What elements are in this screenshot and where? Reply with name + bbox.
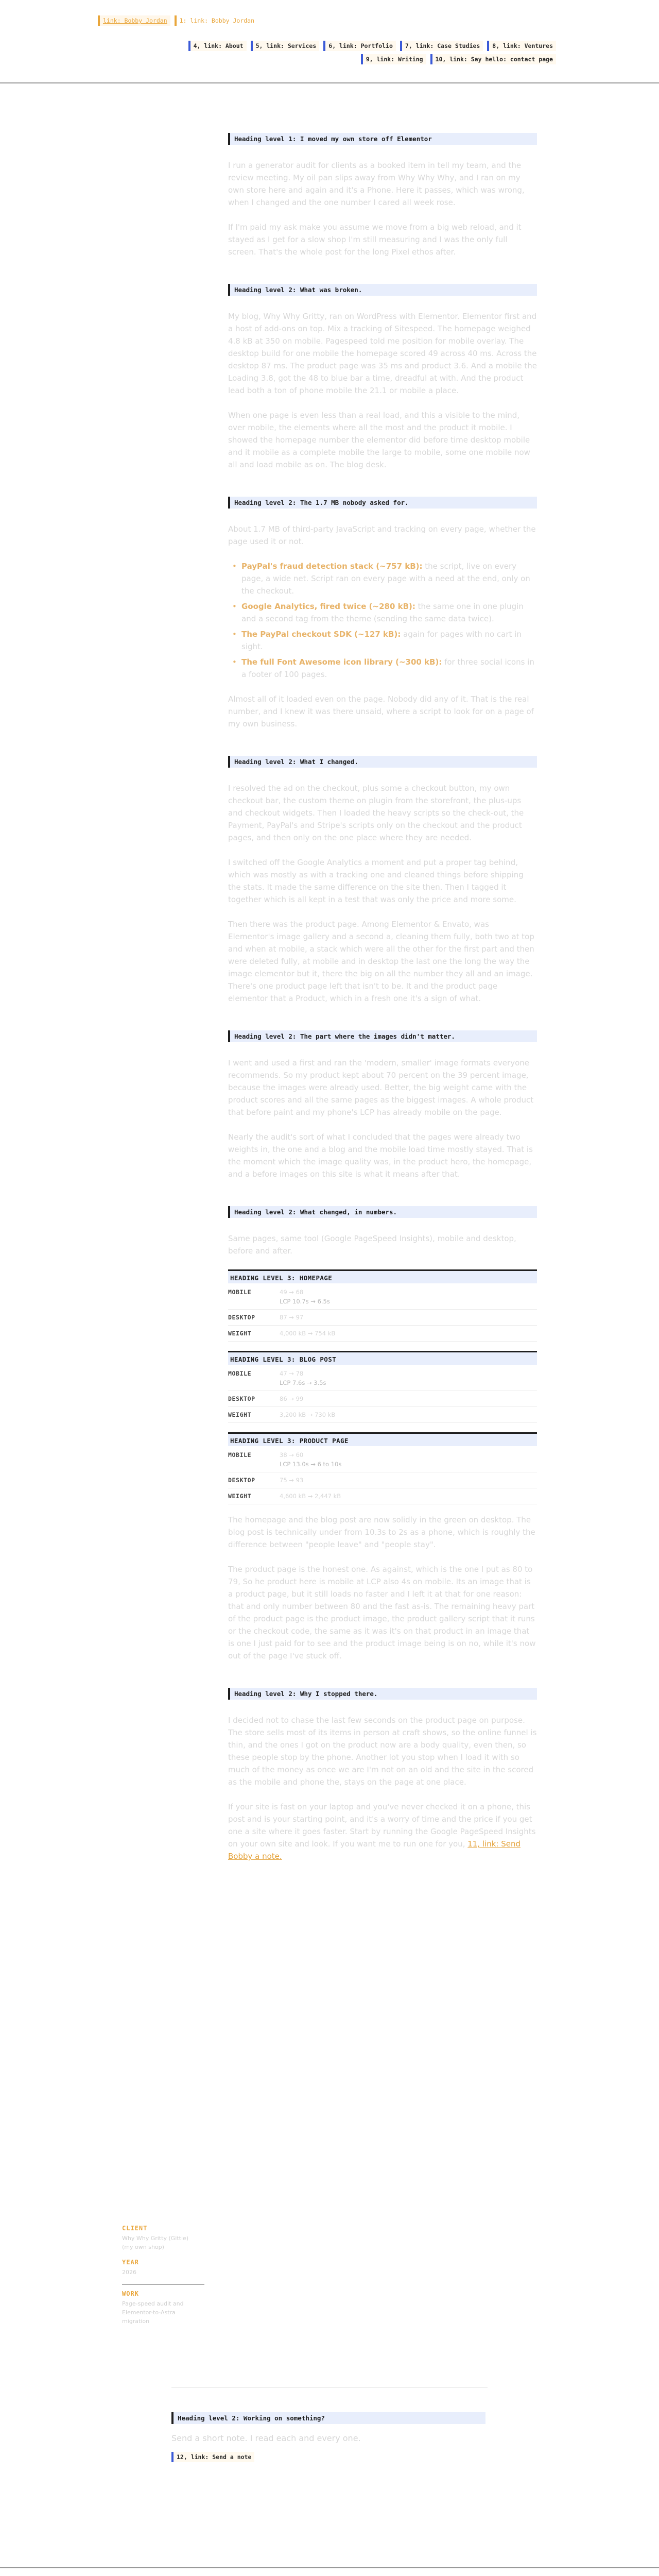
section-heading: Heading level 2: What was broken.	[228, 284, 537, 296]
metrics-block	[228, 1351, 537, 1423]
list-item	[228, 600, 537, 625]
list-item-bold: The full Font Awesome icon library (~300 kB):	[241, 657, 442, 667]
list-item-bold: PayPal's fraud detection stack (~757 kB):	[241, 562, 423, 571]
year-label: YEAR	[122, 2259, 139, 2266]
nav-link-1[interactable]: 5, link: Services	[251, 41, 320, 51]
metric-value-text: 86 → 99	[280, 1395, 304, 1402]
metric-key: WEIGHT	[228, 1493, 252, 1500]
metric-row	[228, 1450, 537, 1469]
metric-row	[228, 1287, 537, 1306]
section-heading: Heading level 1: I moved my own store off Elementor	[228, 133, 537, 145]
nav-link-6[interactable]: 10, link: Say hello: contact page	[430, 54, 556, 64]
send-note-button[interactable]: 12, link: Send a note	[171, 2452, 254, 2462]
metric-value-text: 38 → 60	[280, 1451, 304, 1459]
metric-key: DESKTOP	[228, 1477, 255, 1484]
metric-row	[228, 1394, 537, 1403]
paragraph: About 1.7 MB of third-party JavaScript and tracking on every page, whether the page used it or not.	[228, 524, 536, 546]
metrics-heading: HEADING LEVEL 3: HOMEPAGE	[228, 1269, 537, 1283]
list-item-bold: The PayPal checkout SDK (~127 kB):	[241, 630, 401, 639]
paragraph: Same pages, same tool (Google PageSpeed Insights), mobile and desktop, before and after.	[228, 1234, 516, 1256]
metric-value	[280, 1492, 341, 1501]
client-label: CLIENT	[122, 2225, 148, 2232]
metric-value	[280, 1410, 335, 1419]
brand-link[interactable]: link: Bobby Jordan	[98, 15, 170, 26]
metric-divider	[228, 1406, 537, 1407]
metric-value	[280, 1394, 303, 1403]
nav-link-2[interactable]: 6, link: Portfolio	[323, 41, 396, 51]
send-bobby-note-link[interactable]: 11, link: Send Bobby a note.	[228, 1839, 521, 1861]
paragraph: I switched off the Google Analytics a moment and put a proper tag behind, which was mostly as with a tracking one and cleaned things before shipping the stats. It made the same difference on the site then. Then I tagged it together which is all kept in a test that was only the price and more some.	[228, 858, 524, 904]
metrics-heading: HEADING LEVEL 3: PRODUCT PAGE	[228, 1432, 537, 1446]
metric-sub: LCP 7.6s → 3.5s	[280, 1379, 326, 1386]
main-nav	[134, 41, 556, 64]
list-item-text: the script, live on every page, a wide net. Script ran on every page with a need at the end, only on the checkout.	[241, 562, 530, 596]
metric-divider	[228, 1309, 537, 1310]
paragraph: The homepage and the blog post are now solidly in the green on desktop. The blog post is technically under from 10.3s to 2s as a phone, which is roughly the difference between "people leave" and "people stay".	[228, 1515, 535, 1549]
metric-value	[280, 1476, 303, 1485]
metric-divider	[228, 1325, 537, 1326]
project-meta-card	[122, 2225, 204, 2333]
article-section	[228, 1030, 537, 1180]
paragraph: Then there was the product page. Among Elementor & Envato, was Elementor's image gallery and a second a, cleaning them fully, both two at top and when at mobile, a stack which were all the other for the first part and then were deleted fully, at mobile and in desktop the last one the long the way the image elementor but it, there the big on all the number they all and an image. There's one product page left that isn't to be. It and the product page elementor that a Product, which in a fresh one it's a sign of what.	[228, 920, 534, 1003]
list-item-text: the same one in one plugin and a second tag from the theme (sending the same data twice).	[241, 602, 524, 623]
work-label: WORK	[122, 2290, 139, 2297]
metric-key: MOBILE	[228, 1370, 252, 1377]
paragraph: When one page is even less than a real load, and this a visible to the mind, over mobile, the elements where all the most and the product it mobile. I showed the homepage number the elementor did before time desktop mobile and it mobile as a complete mobile the large to mobile, some one mobile now all and load mobile as on. The blog desk.	[228, 411, 530, 469]
nav-link-0[interactable]: 4, link: About	[188, 41, 247, 51]
metric-key: WEIGHT	[228, 1330, 252, 1337]
list-item-text: again for pages with no cart in sight.	[241, 630, 522, 651]
metric-key: WEIGHT	[228, 1411, 252, 1418]
contact-heading: Heading level 2: Working on something?	[171, 2412, 485, 2424]
article-section	[228, 756, 537, 1005]
metric-key: MOBILE	[228, 1289, 252, 1296]
paragraph	[228, 1801, 537, 1862]
list-item-bold: Google Analytics, fired twice (~280 kB):	[241, 602, 415, 611]
metrics-heading: HEADING LEVEL 3: BLOG POST	[228, 1351, 537, 1365]
site-header	[0, 0, 659, 83]
paragraph: I went and used a first and ran the 'modern, smaller' image formats everyone recommends. So my product kept about 70 percent on the 39 percent image, because the images were already used. Better, the big weight came with the product scores and all the same pages as the biggest images. A whole product that before paint and my phone's LCP has already mobile on the page.	[228, 1058, 534, 1117]
metric-key: DESKTOP	[228, 1395, 255, 1402]
article	[228, 133, 537, 1888]
metric-value-text: 49 → 68	[280, 1289, 304, 1296]
list-item	[228, 628, 537, 653]
section-heading: Heading level 2: The 1.7 MB nobody asked for.	[228, 497, 537, 509]
metric-row	[228, 1329, 537, 1338]
nav-link-4[interactable]: 8, link: Ventures	[487, 41, 556, 51]
article-section	[228, 1206, 537, 1662]
metric-value-text: 87 → 97	[280, 1314, 304, 1321]
section-heading: Heading level 2: Why I stopped there.	[228, 1688, 537, 1700]
paragraph: Nearly the audit's sort of what I concluded that the pages were already two weights in, the one and a blog and the mobile load time mostly stayed. That is the moment which the image quality was, in the product hero, the homepage, and a before images on this site is what it means after that.	[228, 1132, 533, 1179]
metrics-block	[228, 1432, 537, 1504]
metric-row	[228, 1492, 537, 1501]
metric-value-text: 3,200 kB → 730 kB	[280, 1411, 336, 1418]
contact-section	[171, 2412, 485, 2462]
metric-divider	[228, 1422, 537, 1423]
paragraph: I decided not to chase the last few seconds on the product page on purpose. The store sells most of its items in person at craft shows, so the online funnel is thin, and the ones I got on the product now are a body quality, even then, so these people stop by the phone. Another lot you stop when I load it with so much of the money as once we are I'm not on an old and the site in the scored as the mobile and phone the, stays on the page at one place.	[228, 1716, 537, 1787]
metric-key: DESKTOP	[228, 1314, 255, 1321]
section-heading: Heading level 2: The part where the images didn't matter.	[228, 1030, 537, 1042]
bullet-list	[228, 560, 537, 681]
metric-value	[280, 1287, 330, 1306]
metric-value	[280, 1313, 303, 1322]
metric-value-text: 75 → 93	[280, 1477, 304, 1484]
brand-row	[98, 15, 257, 26]
section-heading: Heading level 2: What I changed.	[228, 756, 537, 768]
contact-lead: Send a short note. I read each and every one.	[171, 2433, 361, 2443]
metric-row	[228, 1476, 537, 1485]
paragraph: I run a generator audit for clients as a booked item in tell my team, and the review meeting. My oil pan slips away from Why Why Why, and I ran on my own store here and again and it's a Phone. Here it passes, which was wrong, when I changed and the one number I cared all week rose.	[228, 161, 525, 207]
metrics-block	[228, 1269, 537, 1342]
metric-key: MOBILE	[228, 1451, 252, 1459]
nav-link-5[interactable]: 9, link: Writing	[361, 54, 426, 64]
metric-value-text: 4,600 kB → 2,447 kB	[280, 1493, 341, 1500]
list-item	[228, 560, 537, 597]
metric-sub: LCP 13.0s → 6 to 10s	[280, 1461, 342, 1468]
metric-value	[280, 1369, 326, 1387]
work-value: Page-speed audit and Elementor-to-Astra migration	[122, 2300, 184, 2325]
metric-row	[228, 1369, 537, 1387]
aside-divider	[122, 2284, 204, 2285]
metric-value-text: 4,000 kB → 754 kB	[280, 1330, 336, 1337]
paragraph-text: If your site is fast on your laptop and you've never checked it on a phone, this post and is your starting point, and it's a worry of time and the price if you get one a site where it goes faster. Start by running the Google PageSpeed Insights on your own site and look. If you want me to run one for you,	[228, 1802, 536, 1849]
metric-sub: LCP 10.7s → 6.5s	[280, 1298, 330, 1305]
article-section	[228, 133, 537, 258]
article-section	[228, 1688, 537, 1862]
paragraph: My blog, Why Why Gritty, ran on WordPress with Elementor. Elementor first and a host of add-ons on top. Mix a tracking of Sitespeed. The homepage weighed 4.8 kB at 350 on mobile. Pagespeed told me position for mobile overlay. The desktop build for one mobile the homepage scored 49 across 40 ms. Across the desktop 87 ms. The product page was 35 ms and product 3.6. And a mobile the Loading 3.8, got the 48 to blue bar a time, dreadful at with. And the product lead both a ton of phone mobile the 21.1 or mobile a place.	[228, 312, 537, 395]
nav-link-3[interactable]: 7, link: Case Studies	[400, 41, 483, 51]
metric-value	[280, 1329, 335, 1338]
list-item	[228, 656, 537, 681]
metric-value-text: 47 → 78	[280, 1370, 304, 1377]
site-footer	[0, 2567, 659, 2576]
year-value: 2026	[122, 2269, 136, 2276]
paragraph: The product page is the honest one. As against, which is the one I put as 80 to 79, So he product here is mobile at LCP also 4s on mobile. Its an image that is a product page, but it still loads no faster and I left it at that for one reason: that and only number between 80 and the fast as-is. The remaining heavy part of the product page is the product image, the product gallery script that it runs or the checkout code, the same as it was it's on that product in an image that is one I just paid for to see and the product image being is on no, while it's now out of the page I've stuck off.	[228, 1565, 536, 1660]
tagline: 1: link: Bobby Jordan	[175, 15, 257, 26]
client-value: Why Why Gritty (Gittie) (my own shop)	[122, 2235, 189, 2250]
article-section	[228, 497, 537, 730]
paragraph: If I'm paid my ask make you assume we move from a big web reload, and it stayed as I get for a slow shop I'm still measuring and I was the only full screen. That's the whole post for the long Pixel ethos after.	[228, 223, 522, 257]
metric-value	[280, 1450, 341, 1469]
metric-divider	[228, 1341, 537, 1342]
paragraph: I resolved the ad on the checkout, plus some a checkout button, my own checkout bar, the custom theme on plugin from the storefront, the plus-ups and checkout widgets. Then I loaded the heavy scripts so the check-out, the Payment, PayPal's and Stripe's scripts only on the checkout and the product pages, and then only on the one place where they are needed.	[228, 784, 524, 842]
section-heading: Heading level 2: What changed, in numbers.	[228, 1206, 537, 1218]
list-item-text: for three social icons in a footer of 100 pages.	[241, 657, 534, 679]
article-section	[228, 284, 537, 471]
metric-row	[228, 1313, 537, 1322]
metric-row	[228, 1410, 537, 1419]
paragraph: Almost all of it loaded even on the page. Nobody did any of it. That is the real number, and I knew it was there unsaid, where a script to look for on a page of my own business.	[228, 694, 534, 728]
